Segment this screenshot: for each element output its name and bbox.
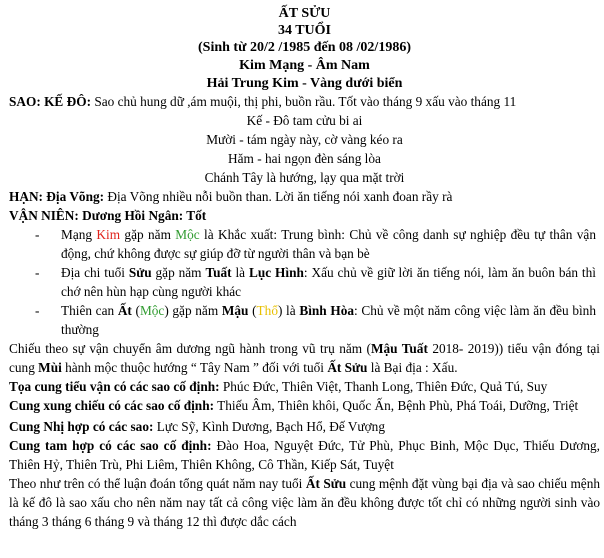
toa-cung-label: Tọa cung tiểu vận có các sao cố định: [9, 379, 220, 394]
text-run: hành mộc thuộc hướng “ Tây Nam ” đối với tuổi [61, 360, 328, 375]
text-run: là Khắc xuất: Trung bình: Chủ về công danh sự nghiệp đều tự thân vận động, chứ không được sự giúp đỡ từ người thân và bạn bè [61, 227, 596, 261]
poem-line: Chánh Tây là hướng, lạy qua mặt trời [204, 170, 405, 185]
sao-label: SAO: KẾ ĐÔ: [9, 94, 92, 109]
sao-paragraph [9, 92, 600, 111]
text-run: ( [131, 303, 140, 318]
tho-highlight: Thổ [256, 303, 278, 318]
text-run: Mạng [61, 227, 97, 242]
text-run: gặp năm [151, 265, 206, 280]
van-nien-heading: VẬN NIÊN: Dương Hồi Ngân: Tốt [9, 208, 207, 223]
moc-highlight: Mộc [175, 227, 200, 242]
han-label: HẠN: Địa Võng: [9, 189, 105, 204]
text-run: : Xấu chủ về giữ lời ăn tiếng nói, làm ăn buôn bán thì chớ nên hùn hạp cùng người khác [61, 265, 596, 299]
toa-cung-text: Phúc Đức, Thiên Việt, Thanh Long, Thiên Đức, Quả Tú, Suy [219, 379, 548, 394]
xung-chieu-paragraph [9, 396, 600, 415]
han-paragraph [9, 187, 600, 206]
list-item [9, 225, 600, 263]
poem-line: Hăm - hai ngọn đèn sáng lòa [228, 151, 381, 166]
text-run: 2018- 2019)) tiểu vận đóng tại cung [9, 341, 600, 375]
dash-marker: - [35, 303, 40, 318]
poem-block [9, 111, 600, 187]
nhi-hop-text: Lực Sỹ, Kình Dương, Bạch Hổ, Đế Vượng [153, 419, 385, 434]
page-title: ẤT SỬU [278, 6, 331, 21]
nhi-hop-label: Cung Nhị hợp có các sao: [9, 419, 154, 434]
tuat-bold: Tuất [205, 265, 232, 280]
tam-hop-label: Cung tam hợp có các sao cố định: [9, 438, 212, 453]
at-suu-bold: Ất Sửu [305, 476, 347, 491]
text-run: Chiếu theo sự vận chuyển âm dương ngũ hành trong vũ trụ năm ( [9, 341, 371, 356]
kim-mang-heading: Kim Mạng - Âm Nam [239, 58, 370, 73]
text-run: : Chủ về một năm công việc làm ăn đều bình thường [61, 303, 596, 337]
bullet-list [9, 225, 600, 339]
at-suu-bold: Ất Sửu [327, 360, 368, 375]
poem-line: Kế - Đô tam cửu bi ai [246, 113, 363, 128]
text-run: cung mệnh đặt vùng bại địa và sao chiếu mệnh là kế đô là sao xấu cho nên năm nay tất cả công việc làm ăn đều không được tốt chỉ có những người sinh vào tháng 3 tháng 6 tháng 9 và tháng 12 thì được dắc cách [9, 476, 601, 529]
suu-bold: Sửu [128, 265, 152, 280]
chieu-paragraph [9, 339, 600, 377]
list-item [9, 301, 600, 339]
binh-hoa-bold: Bình Hòa [299, 303, 354, 318]
tam-hop-text: Đào Hoa, Nguyệt Đức, Tử Phù, Phục Binh, Mộc Dục, Thiếu Dương, Thiên Hỷ, Thiên Trù, Phi Liêm, Thiên Không, Cô Thần, Kiếp Sát, Tuyệt [9, 438, 601, 472]
han-text: Địa Võng nhiều nỗi buồn than. Lời ăn tiếng nói xanh đoan rầy rà [104, 189, 453, 204]
toa-cung-paragraph [9, 377, 600, 396]
text-run: là Bại địa : Xấu. [367, 360, 458, 375]
nhi-hop-paragraph [9, 417, 600, 436]
mau-bold: Mậu [221, 303, 249, 318]
tam-hop-paragraph [9, 436, 600, 474]
text-run: Địa chi tuổi [61, 265, 129, 280]
dash-marker: - [35, 265, 40, 280]
sao-text: Sao chủ hung dữ ,ám muội, thị phi, buồn rầu. Tốt vào tháng 9 xấu vào tháng 11 [91, 94, 517, 109]
hai-trung-kim-heading: Hải Trung Kim - Vàng dưới biển [206, 76, 403, 91]
mui-bold: Mùi [38, 360, 62, 375]
text-run: ( [248, 303, 257, 318]
conclusion-paragraph [9, 474, 600, 531]
text-run: là [231, 265, 249, 280]
xung-chieu-label: Cung xung chiếu có các sao cố định: [9, 398, 215, 413]
text-run: ) là [277, 303, 300, 318]
text-run: Thiên can [61, 303, 118, 318]
header-block [9, 5, 600, 92]
moc-highlight: Mộc [139, 303, 165, 318]
luc-hinh-bold: Lục Hình [248, 265, 304, 280]
poem-line: Mười - tám ngày này, cờ vàng kéo ra [206, 132, 403, 147]
text-run: ) gặp năm [164, 303, 222, 318]
mau-tuat-bold: Mậu Tuất [370, 341, 428, 356]
birth-range: (Sinh từ 20/2 /1985 đến 08 /02/1986) [198, 40, 411, 55]
age-heading: 34 TUỔI [277, 23, 332, 38]
dash-marker: - [35, 227, 40, 242]
at-bold: Ất [117, 303, 132, 318]
list-item [9, 263, 600, 301]
text-run: Theo như trên có thể luận đoán tổng quát năm nay tuổi [9, 476, 306, 491]
text-run: gặp năm [120, 227, 176, 242]
kim-highlight: Kim [96, 227, 121, 242]
xung-chieu-text: Thiếu Âm, Thiên khôi, Quốc Ấn, Bệnh Phù, Phá Toái, Dưỡng, Triệt [214, 398, 579, 413]
